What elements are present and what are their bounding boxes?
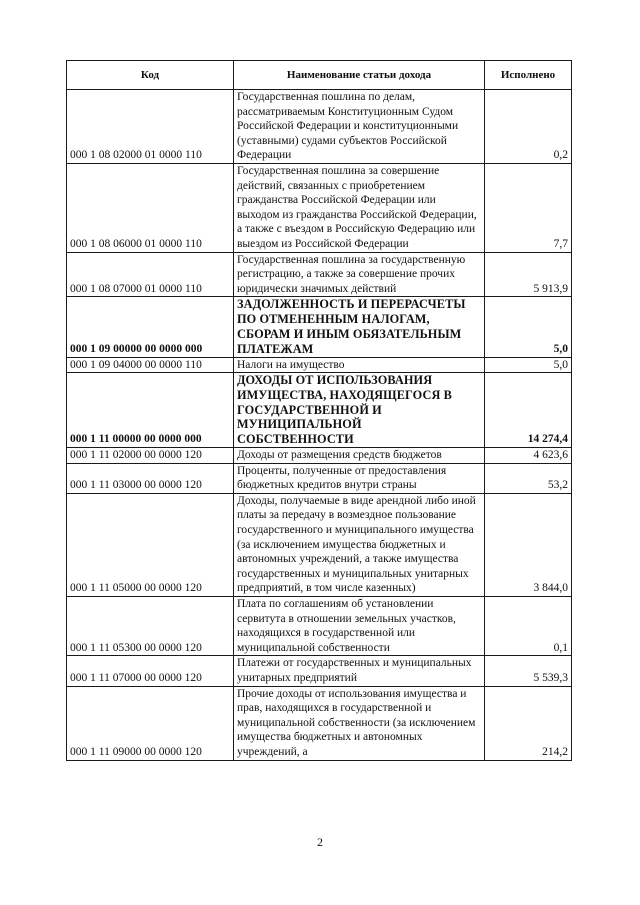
table-header-row [67, 61, 572, 90]
table-row [67, 463, 572, 493]
table-row [67, 252, 572, 297]
row-value: 4 623,6 [485, 448, 572, 464]
table-row [67, 686, 572, 760]
row-value: 53,2 [485, 463, 572, 493]
row-code: 000 1 11 05300 00 0000 120 [67, 597, 234, 656]
row-name: Доходы, получаемые в виде арендной либо иной платы за передачу в возмездное пользование государственного и муниципального имущества (за исключением имущества бюджетных и автономных учреждений, а также имущества государственных и муниципальных унитарных предприятий, в том числе казенных) [234, 493, 485, 596]
row-code: 000 1 11 05000 00 0000 120 [67, 493, 234, 596]
table-row [67, 597, 572, 656]
row-value: 0,1 [485, 597, 572, 656]
row-code: 000 1 09 04000 00 0000 110 [67, 357, 234, 373]
table-row [67, 373, 572, 448]
row-value: 7,7 [485, 163, 572, 252]
row-code: 000 1 08 02000 01 0000 110 [67, 90, 234, 164]
row-code: 000 1 11 07000 00 0000 120 [67, 656, 234, 686]
table-row [67, 297, 572, 357]
row-value: 14 274,4 [485, 373, 572, 448]
row-name: Платежи от государственных и муниципальных унитарных предприятий [234, 656, 485, 686]
row-value: 5 539,3 [485, 656, 572, 686]
row-code: 000 1 11 03000 00 0000 120 [67, 463, 234, 493]
row-name: Налоги на имущество [234, 357, 485, 373]
row-value: 5,0 [485, 357, 572, 373]
page-number: 2 [317, 835, 323, 849]
row-name: Прочие доходы от использования имущества и прав, находящихся в государственной и муниципальной собственности (за исключением имущества бюджетных и автономных учреждений, а [234, 686, 485, 760]
row-name: Доходы от размещения средств бюджетов [234, 448, 485, 464]
row-name: ДОХОДЫ ОТ ИСПОЛЬЗОВАНИЯ ИМУЩЕСТВА, НАХОДЯЩЕГОСЯ В ГОСУДАРСТВЕННОЙ И МУНИЦИПАЛЬНОЙ СОБСТВЕННОСТИ [234, 373, 485, 448]
row-name: Проценты, полученные от предоставления бюджетных кредитов внутри страны [234, 463, 485, 493]
table-row [67, 163, 572, 252]
row-value: 0,2 [485, 90, 572, 164]
row-value: 5 913,9 [485, 252, 572, 297]
row-value: 3 844,0 [485, 493, 572, 596]
table-body [67, 90, 572, 761]
row-code: 000 1 11 00000 00 0000 000 [67, 373, 234, 448]
row-value: 5,0 [485, 297, 572, 357]
header-code: Код [67, 61, 234, 90]
table-row [67, 656, 572, 686]
table-row [67, 448, 572, 464]
row-code: 000 1 11 02000 00 0000 120 [67, 448, 234, 464]
revenue-table [66, 60, 572, 761]
header-name: Наименование статьи дохода [234, 61, 485, 90]
row-name: ЗАДОЛЖЕННОСТЬ И ПЕРЕРАСЧЕТЫ ПО ОТМЕНЕННЫМ НАЛОГАМ, СБОРАМ И ИНЫМ ОБЯЗАТЕЛЬНЫМ ПЛАТЕЖАМ [234, 297, 485, 357]
row-name: Плата по соглашениям об установлении сервитута в отношении земельных участков, находящихся в государственной или муниципальной собственности [234, 597, 485, 656]
table-row [67, 90, 572, 164]
row-name: Государственная пошлина по делам, рассматриваемым Конституционным Судом Российской Федерации и конституционными (уставными) судами субъектов Российской Федерации [234, 90, 485, 164]
row-code: 000 1 09 00000 00 0000 000 [67, 297, 234, 357]
row-code: 000 1 08 06000 01 0000 110 [67, 163, 234, 252]
row-value: 214,2 [485, 686, 572, 760]
table-row [67, 357, 572, 373]
row-name: Государственная пошлина за совершение действий, связанных с приобретением гражданства Российской Федерации или выходом из гражданства Российской Федерации, а также с въездом в Российскую Федерацию или выездом из Российской Федерации [234, 163, 485, 252]
row-name: Государственная пошлина за государственную регистрацию, а также за совершение прочих юридически значимых действий [234, 252, 485, 297]
row-code: 000 1 08 07000 01 0000 110 [67, 252, 234, 297]
row-code: 000 1 11 09000 00 0000 120 [67, 686, 234, 760]
table-row [67, 493, 572, 596]
header-value: Исполнено [485, 61, 572, 90]
